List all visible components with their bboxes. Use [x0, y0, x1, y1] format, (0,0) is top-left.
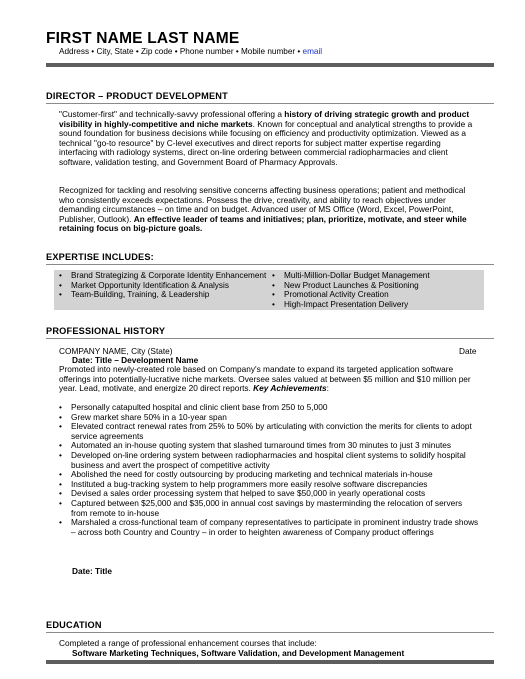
- contact-line: [59, 47, 322, 56]
- header-rule: [46, 63, 494, 67]
- achievement-item: • Abolished the need for costly outsourcing by producing marketing and technical materials in-house: [59, 470, 481, 480]
- expertise-item: • Brand Strategizing & Corporate Identity Enhancement: [59, 271, 269, 281]
- achievement-item: • Grew market share 50% in a 10-year span: [59, 413, 481, 423]
- achievement-item: • Captured between $25,000 and $35,000 in annual cost savings by masterminding the relocation of servers from remote to in-house: [59, 499, 481, 518]
- second-role-title: Date: Title: [72, 566, 112, 576]
- achievement-item: • Instituted a bug-tracking system to help programmers more easily resolve software discrepancies: [59, 480, 481, 490]
- expertise-rule: [46, 264, 494, 265]
- email-link[interactable]: email: [302, 47, 323, 56]
- footer-rule: [46, 660, 494, 664]
- director-heading: DIRECTOR – PRODUCT DEVELOPMENT: [46, 91, 228, 101]
- role-title: Date: Title – Development Name: [72, 355, 199, 365]
- education-rule: [46, 632, 494, 633]
- contact-details: Address • City, State • Zip code • Phone number • Mobile number •: [59, 47, 303, 56]
- company-date: Date: [459, 346, 477, 356]
- candidate-name: FIRST NAME LAST NAME: [46, 30, 240, 47]
- body-text: . Known for conceptual and analytical strengths to provide a sound foundation for business decisions while focusing on efficiency and productivity optimization. Viewed as a technical "go-to resource" by C-level executives and direct reports for subject matter expertise regarding interfacing with radiology systems, direct on-line ordering between commercial radiopharmacies and client software, validation testing, and Government Board of Pharmacy Approvals.: [59, 118, 473, 167]
- director-rule: [46, 103, 494, 104]
- role-summary-end: :: [326, 383, 329, 394]
- achievement-item: • Personally catapulted hospital and clinic client base from 250 to 5,000: [59, 403, 481, 413]
- expertise-item: • Team-Building, Training, & Leadership: [59, 290, 269, 300]
- expertise-list-left: [59, 271, 269, 300]
- achievement-list: [59, 403, 481, 537]
- body-text: "Customer-first" and technically-savvy professional offering a: [59, 109, 285, 119]
- role-summary-text: Promoted into newly-created role based on Company's mandate to expand its targeted application software offerings into potentially-lucrative niche markets. Oversee sales valued at between $5 million and $10 million per year. Lead, motivate, and energize 20 direct reports.: [59, 364, 471, 394]
- emphasis-text: An effective leader of teams and initiatives; plan, prioritize, motivate, and steer while retaining focus on big-picture goals.: [59, 213, 467, 234]
- achievement-item: • Elevated contract renewal rates from 25% to 50% by articulating with conviction the merits for clients to adopt service agreements: [59, 422, 481, 441]
- history-rule: [46, 338, 494, 339]
- expertise-item: • Market Opportunity Identification & Analysis: [59, 281, 269, 291]
- achievement-item: • Developed on-line ordering system between radiopharmacies and hospital client systems to solidify hospital business and avert the prospect of competitive activity: [59, 451, 481, 470]
- body-text: Recognized for tackling and resolving sensitive concerns affecting business operations; patient and methodical who consistently exceeds expectations. Possess the drive, creativity, and ability to reach objectives under demanding circumstances – on time and on budget. Advanced user of MS Office (Word, Excel, PowerPoint, Publisher, Outlook).: [59, 185, 466, 224]
- role-summary: [59, 365, 479, 394]
- key-achievements-label: Key Achievements: [253, 383, 327, 394]
- expertise-item: • High-Impact Presentation Delivery: [272, 300, 482, 310]
- expertise-list-right: [272, 271, 482, 309]
- achievement-item: • Automated an in-house quoting system that slashed turnaround times from 30 minutes to just 3 minutes: [59, 441, 481, 451]
- education-heading: EDUCATION: [46, 620, 102, 630]
- director-summary-2: [59, 186, 479, 234]
- education-intro: Completed a range of professional enhancement courses that include:: [59, 638, 317, 648]
- expertise-item: • Promotional Activity Creation: [272, 290, 482, 300]
- emphasis-text: history of driving strategic growth and product visibility in highly-competitive and niche markets: [59, 109, 470, 129]
- company-name: COMPANY NAME, City (State): [59, 346, 173, 356]
- history-heading: PROFESSIONAL HISTORY: [46, 326, 166, 336]
- director-summary-1: [59, 110, 479, 168]
- expertise-heading: EXPERTISE INCLUDES:: [46, 252, 154, 262]
- expertise-item: • Multi-Million-Dollar Budget Management: [272, 271, 482, 281]
- achievement-item: • Devised a sales order processing system that helped to save $50,000 in yearly operational costs: [59, 489, 481, 499]
- education-courses: Software Marketing Techniques, Software Validation, and Development Management: [72, 648, 405, 658]
- achievement-item: • Marshaled a cross-functional team of company representatives to participate in prominent industry trade shows – across both Country and Country – in order to heighten awareness of Company product offerings: [59, 518, 481, 537]
- expertise-item: • New Product Launches & Positioning: [272, 281, 482, 291]
